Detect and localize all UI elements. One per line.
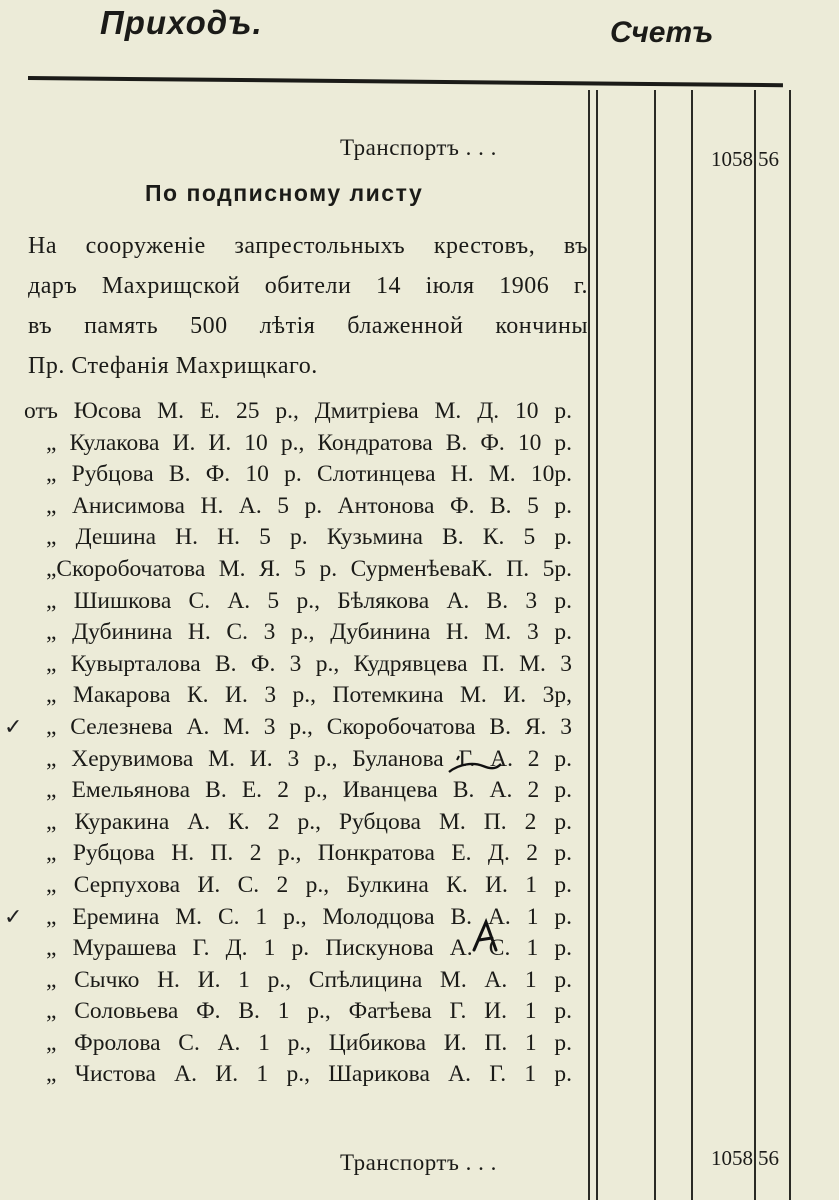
transport-bottom-kopecks: 56	[758, 1146, 779, 1170]
donor-entry	[4, 712, 572, 744]
entry-text: „Скоробочатова М. Я. 5 р. СурменѣеваК. П. 5р.	[46, 555, 572, 582]
account-heading: Счетъ	[610, 16, 714, 49]
entry-text: „ Дешина Н. Н. 5 р. Кузьмина В. К. 5 р.	[46, 524, 572, 551]
entry-text: „ Макарова К. И. 3 р., Потемкина М. И. 3р,	[46, 682, 572, 709]
entry-text: „ Соловьева Ф. В. 1 р., Фатѣева Г. И. 1 р.	[46, 998, 572, 1025]
column-rule	[754, 90, 756, 1200]
donor-entry	[24, 396, 572, 428]
entry-text: „ Емельянова В. Е. 2 р., Иванцева В. А. 2 р.	[46, 777, 572, 804]
donor-entry	[24, 617, 572, 649]
transport-top-rubles: 1058	[711, 147, 753, 171]
intro-line: въ память 500 лѣтія блаженной кончины	[28, 313, 588, 339]
header-rule	[28, 76, 783, 87]
donor-entry	[24, 1059, 572, 1091]
column-rule	[691, 90, 693, 1200]
donor-entry	[24, 807, 572, 839]
entry-text: „ Кувырталова В. Ф. 3 р., Кудрявцева П. М. 3	[46, 650, 572, 677]
income-heading: Приходъ.	[100, 4, 263, 41]
donor-entry	[24, 870, 572, 902]
pen-letter-mark	[470, 918, 506, 954]
entry-text: „ Мурашева Г. Д. 1 р. Пискунова А. С. 1 р.	[46, 935, 572, 962]
section-title: По подписному листу	[145, 180, 424, 206]
transport-top-kopecks: 56	[758, 147, 779, 171]
donor-entry	[24, 649, 572, 681]
column-rule	[588, 90, 590, 1200]
entry-text: „ Еремина М. С. 1 р., Молодцова В. А. 1 р.	[46, 903, 572, 930]
entry-text: „ Кулакова И. И. 10 р., Кондратова В. Ф. 10 р.	[46, 429, 572, 456]
column-rule	[654, 90, 656, 1200]
entry-text: „ Фролова С. А. 1 р., Цибикова И. П. 1 р.	[46, 1029, 572, 1056]
donor-list	[4, 396, 572, 1091]
donor-entry	[24, 554, 572, 586]
donor-entry	[24, 522, 572, 554]
donor-entry	[24, 586, 572, 618]
donor-entry	[24, 965, 572, 997]
entry-text: „ Куракина А. К. 2 р., Рубцова М. П. 2 р.	[46, 808, 572, 835]
checkmark-icon: ✓	[4, 904, 23, 930]
entry-text: „ Серпухова И. С. 2 р., Булкина К. И. 1 р.	[46, 871, 572, 898]
entry-text: „ Чистова А. И. 1 р., Шарикова А. Г. 1 р.	[46, 1061, 572, 1088]
entry-text: „ Херувимова М. И. 3 р., Буланова Г. А. 2 р.	[46, 745, 572, 772]
entry-text: „ Рубцова Н. П. 2 р., Понкратова Е. Д. 2 р.	[46, 840, 572, 867]
intro-line: даръ Махрищской обители 14 іюля 1906 г.	[28, 273, 588, 299]
intro-line: Пр. Стефанія Махрищкаго.	[28, 353, 318, 379]
donor-entry	[24, 1028, 572, 1060]
donor-entry	[24, 680, 572, 712]
donor-entry	[24, 838, 572, 870]
entry-text: „ Селезнева А. М. 3 р., Скоробочатова В. Я. 3	[46, 713, 572, 740]
entry-text: „ Анисимова Н. А. 5 р. Антонова Ф. В. 5 р.	[46, 492, 572, 519]
checkmark-icon: ✓	[4, 714, 23, 740]
donor-entry	[24, 428, 572, 460]
intro-line: На сооруженіе запрестольныхъ крестовъ, въ	[28, 233, 588, 259]
transport-top-label: Транспортъ . . .	[340, 135, 497, 160]
entry-text: „ Шишкова С. А. 5 р., Бѣлякова А. В. 3 р.	[46, 587, 572, 614]
entry-text: „ Сычко Н. И. 1 р., Спѣлицина М. А. 1 р.	[46, 966, 572, 993]
entry-text: „ Дубинина Н. С. 3 р., Дубинина Н. М. 3 р.	[46, 619, 572, 646]
donor-entry	[24, 459, 572, 491]
column-rule	[789, 90, 791, 1200]
entry-text: отъ Юсова М. Е. 25 р., Дмитріева М. Д. 10 р.	[24, 398, 572, 424]
pen-correction-mark	[445, 750, 505, 780]
column-rule	[596, 90, 598, 1200]
entry-text: „ Рубцова В. Ф. 10 р. Слотинцева Н. М. 10р.	[46, 461, 572, 488]
intro-paragraph	[28, 226, 588, 386]
donor-entry	[24, 996, 572, 1028]
transport-bottom-label: Транспортъ . . .	[340, 1150, 497, 1175]
transport-bottom-rubles: 1058	[711, 1146, 753, 1170]
donor-entry	[24, 491, 572, 523]
